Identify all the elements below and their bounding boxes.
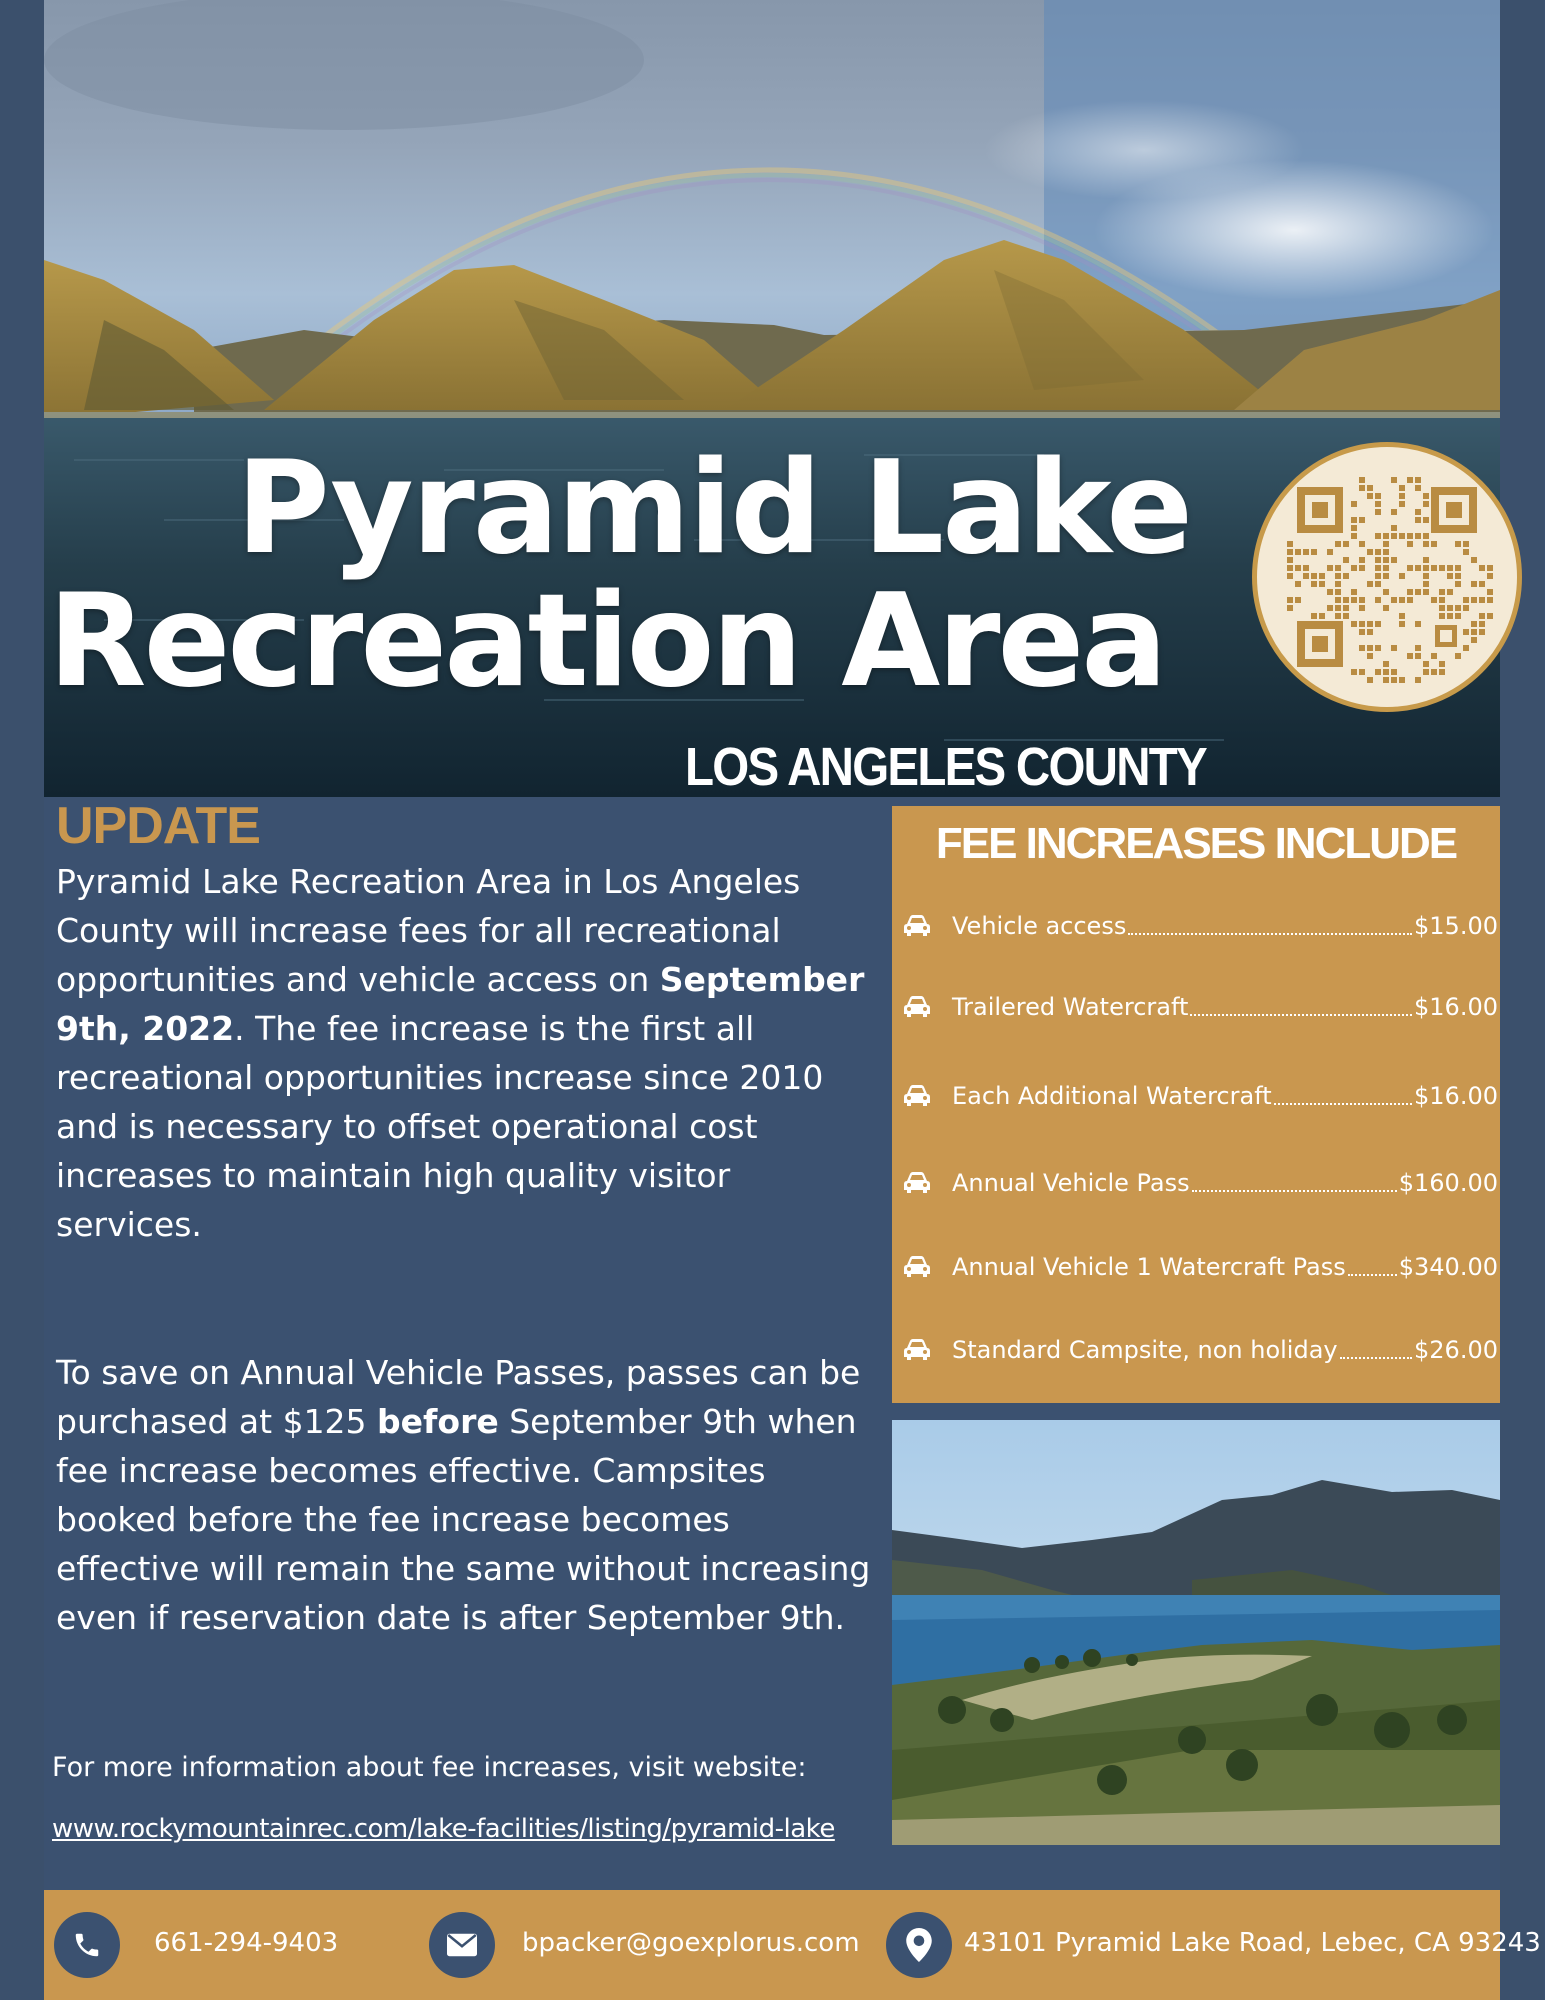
qr-module xyxy=(1303,549,1309,555)
qr-module xyxy=(1327,589,1333,595)
street-address: 43101 Pyramid Lake Road, Lebec, CA 93243 xyxy=(964,1928,1541,1958)
qr-module xyxy=(1415,589,1421,595)
qr-module xyxy=(1335,589,1341,595)
qr-module xyxy=(1327,565,1333,571)
qr-module xyxy=(1383,605,1389,611)
qr-module xyxy=(1367,629,1373,635)
qr-module xyxy=(1447,565,1453,571)
location-button[interactable] xyxy=(886,1912,952,1978)
qr-module xyxy=(1343,573,1349,579)
qr-module xyxy=(1455,653,1461,659)
qr-module xyxy=(1479,629,1485,635)
qr-module xyxy=(1375,573,1381,579)
qr-module xyxy=(1431,669,1437,675)
qr-module xyxy=(1327,549,1333,555)
qr-module xyxy=(1479,565,1485,571)
qr-module xyxy=(1383,669,1389,675)
qr-module xyxy=(1383,533,1389,539)
envelope-icon xyxy=(447,1933,477,1957)
qr-module xyxy=(1423,501,1429,507)
qr-module xyxy=(1359,629,1365,635)
update-paragraph-2 xyxy=(56,1348,876,1642)
qr-module xyxy=(1351,517,1357,523)
car-icon xyxy=(902,1084,932,1108)
qr-module xyxy=(1375,493,1381,499)
qr-module xyxy=(1351,525,1357,531)
qr-module xyxy=(1487,589,1493,595)
qr-module xyxy=(1407,477,1413,483)
qr-module xyxy=(1439,589,1445,595)
qr-module xyxy=(1431,653,1437,659)
qr-module xyxy=(1287,557,1293,563)
qr-module xyxy=(1487,565,1493,571)
qr-module xyxy=(1343,605,1349,611)
qr-module xyxy=(1391,669,1397,675)
qr-module xyxy=(1471,557,1477,563)
qr-module xyxy=(1431,565,1437,571)
para2-text: To save on Annual Vehicle Passes, passes can be purchased at $125 xyxy=(56,1353,861,1441)
qr-module xyxy=(1447,613,1453,619)
fee-price: $16.00 xyxy=(1414,1082,1498,1110)
qr-module xyxy=(1415,677,1421,683)
qr-module xyxy=(1383,589,1389,595)
fee-row xyxy=(902,906,1498,946)
qr-module xyxy=(1415,645,1421,651)
qr-module xyxy=(1471,581,1477,587)
qr-module xyxy=(1423,661,1429,667)
qr-module xyxy=(1399,613,1405,619)
qr-module xyxy=(1351,589,1357,595)
qr-module xyxy=(1287,597,1293,603)
qr-module xyxy=(1407,533,1413,539)
qr-module xyxy=(1399,597,1405,603)
qr-module xyxy=(1375,581,1381,587)
fee-label: Each Additional Watercraft xyxy=(952,1082,1272,1110)
qr-module xyxy=(1359,605,1365,611)
qr-module xyxy=(1351,533,1357,539)
qr-module xyxy=(1407,653,1413,659)
phone-button[interactable] xyxy=(54,1912,120,1978)
car-icon xyxy=(902,1255,932,1279)
qr-module xyxy=(1415,477,1421,483)
qr-module xyxy=(1391,645,1397,651)
qr-module xyxy=(1423,517,1429,523)
qr-module xyxy=(1359,565,1365,571)
qr-module xyxy=(1375,549,1381,555)
qr-module xyxy=(1367,485,1373,491)
fee-box-title: FEE INCREASES INCLUDE xyxy=(935,819,1457,868)
qr-module xyxy=(1455,605,1461,611)
qr-module xyxy=(1319,613,1325,619)
qr-module xyxy=(1423,669,1429,675)
qr-module xyxy=(1367,677,1373,683)
qr-module xyxy=(1439,613,1445,619)
left-border xyxy=(0,0,44,2000)
qr-module xyxy=(1447,589,1453,595)
qr-module xyxy=(1423,493,1429,499)
qr-module xyxy=(1375,645,1381,651)
qr-module xyxy=(1375,621,1381,627)
map-pin-icon xyxy=(906,1928,932,1962)
qr-module xyxy=(1375,509,1381,515)
qr-code-icon xyxy=(1257,447,1517,707)
qr-module xyxy=(1383,549,1389,555)
qr-module xyxy=(1295,565,1301,571)
qr-module xyxy=(1415,509,1421,515)
qr-module xyxy=(1415,533,1421,539)
phone-icon xyxy=(72,1930,102,1960)
qr-module xyxy=(1463,597,1469,603)
qr-module xyxy=(1455,565,1461,571)
qr-module xyxy=(1383,573,1389,579)
qr-module xyxy=(1439,669,1445,675)
fee-leader-dots xyxy=(1190,1014,1412,1016)
qr-module xyxy=(1463,629,1469,635)
qr-module xyxy=(1407,541,1413,547)
qr-module xyxy=(1303,565,1309,571)
qr-module xyxy=(1351,501,1357,507)
fee-label: Annual Vehicle Pass xyxy=(952,1169,1190,1197)
qr-module xyxy=(1287,549,1293,555)
fee-label: Vehicle access xyxy=(952,912,1127,940)
fee-price: $16.00 xyxy=(1414,993,1498,1021)
car-icon xyxy=(902,995,932,1019)
qr-module xyxy=(1431,597,1437,603)
qr-module xyxy=(1367,581,1373,587)
qr-module xyxy=(1351,597,1357,603)
qr-module xyxy=(1399,501,1405,507)
qr-module xyxy=(1367,621,1373,627)
qr-module xyxy=(1335,605,1341,611)
qr-module xyxy=(1351,565,1357,571)
qr-module xyxy=(1359,541,1365,547)
fee-leader-dots xyxy=(1128,933,1412,935)
qr-module xyxy=(1415,653,1421,659)
qr-module xyxy=(1335,573,1341,579)
qr-module xyxy=(1303,573,1309,579)
car-icon xyxy=(902,914,932,938)
qr-module xyxy=(1471,597,1477,603)
qr-module xyxy=(1383,557,1389,563)
qr-module xyxy=(1423,565,1429,571)
qr-module xyxy=(1479,597,1485,603)
qr-module xyxy=(1487,573,1493,579)
fee-leader-dots xyxy=(1192,1190,1397,1192)
qr-module xyxy=(1399,573,1405,579)
fee-price: $160.00 xyxy=(1398,1169,1498,1197)
contact-footer xyxy=(44,1890,1541,2000)
phone-number[interactable]: 661-294-9403 xyxy=(154,1928,339,1958)
update-heading: UPDATE xyxy=(56,797,260,855)
qr-module xyxy=(1343,597,1349,603)
qr-module xyxy=(1319,581,1325,587)
qr-module xyxy=(1359,597,1365,603)
lake-photo xyxy=(892,1420,1500,1845)
qr-module xyxy=(1391,477,1397,483)
qr-module xyxy=(1399,621,1405,627)
qr-module xyxy=(1295,581,1301,587)
qr-module xyxy=(1463,541,1469,547)
qr-module xyxy=(1343,557,1349,563)
qr-module xyxy=(1295,549,1301,555)
fee-label: Standard Campsite, non holiday xyxy=(952,1336,1338,1364)
qr-module xyxy=(1319,573,1325,579)
qr-module xyxy=(1391,525,1397,531)
qr-module xyxy=(1295,597,1301,603)
qr-module xyxy=(1375,669,1381,675)
qr-module xyxy=(1343,541,1349,547)
qr-module xyxy=(1359,557,1365,563)
qr-module xyxy=(1399,485,1405,491)
qr-module xyxy=(1375,597,1381,603)
email-button[interactable] xyxy=(429,1912,495,1978)
qr-module xyxy=(1487,597,1493,603)
qr-module xyxy=(1287,565,1293,571)
qr-module xyxy=(1407,565,1413,571)
qr-module xyxy=(1311,549,1317,555)
qr-module xyxy=(1367,645,1373,651)
qr-module xyxy=(1471,629,1477,635)
qr-module xyxy=(1423,589,1429,595)
qr-module xyxy=(1415,485,1421,491)
qr-code[interactable] xyxy=(1252,442,1522,712)
qr-module xyxy=(1423,533,1429,539)
email-address[interactable]: bpacker@goexplorus.com xyxy=(522,1928,860,1958)
qr-module xyxy=(1455,613,1461,619)
qr-module xyxy=(1399,677,1405,683)
qr-module xyxy=(1479,581,1485,587)
qr-module xyxy=(1359,669,1365,675)
qr-module xyxy=(1471,637,1477,643)
qr-module xyxy=(1455,573,1461,579)
fee-price: $26.00 xyxy=(1414,1336,1498,1364)
qr-module xyxy=(1463,605,1469,611)
qr-module xyxy=(1479,613,1485,619)
qr-module xyxy=(1311,613,1317,619)
fee-label: Trailered Watercraft xyxy=(952,993,1189,1021)
lake-view-image xyxy=(892,1420,1500,1845)
qr-module xyxy=(1391,557,1397,563)
hero-subtitle: LOS ANGELES COUNTY xyxy=(685,737,1207,797)
hero-title-line2: Recreation Area xyxy=(48,567,1165,716)
fee-row xyxy=(902,1247,1498,1287)
qr-module xyxy=(1367,653,1373,659)
qr-module xyxy=(1383,565,1389,571)
qr-module xyxy=(1391,509,1397,515)
fee-price: $15.00 xyxy=(1414,912,1498,940)
fee-leader-dots xyxy=(1274,1103,1412,1105)
fee-label: Annual Vehicle 1 Watercraft Pass xyxy=(952,1253,1346,1281)
qr-module xyxy=(1351,669,1357,675)
qr-module xyxy=(1287,605,1293,611)
qr-module xyxy=(1311,573,1317,579)
fee-row xyxy=(902,1163,1498,1203)
qr-module xyxy=(1351,621,1357,627)
qr-module xyxy=(1391,677,1397,683)
qr-module xyxy=(1407,589,1413,595)
hero-title-line1: Pyramid Lake xyxy=(236,434,1191,583)
qr-module xyxy=(1335,597,1341,603)
qr-module xyxy=(1439,661,1445,667)
qr-module xyxy=(1375,501,1381,507)
qr-module xyxy=(1359,517,1365,523)
qr-module xyxy=(1447,573,1453,579)
para2-bold: before xyxy=(377,1402,499,1441)
para2-text-end: September 9th when fee increase becomes effective. Campsites booked before the fee increase becomes effective will remain the same without increasing even if reservation date is after September 9th. xyxy=(56,1402,871,1637)
qr-module xyxy=(1287,573,1293,579)
qr-module xyxy=(1415,565,1421,571)
update-paragraph-1 xyxy=(56,857,876,1249)
qr-module xyxy=(1447,605,1453,611)
car-icon xyxy=(902,1171,932,1195)
qr-module xyxy=(1423,581,1429,587)
qr-module xyxy=(1439,605,1445,611)
qr-module xyxy=(1327,605,1333,611)
qr-module xyxy=(1311,581,1317,587)
qr-module xyxy=(1479,621,1485,627)
qr-module xyxy=(1391,533,1397,539)
para1-date: September 9th, 2022 xyxy=(56,960,865,1048)
fee-leader-dots xyxy=(1340,1357,1412,1359)
fee-increases-box xyxy=(892,806,1500,1403)
qr-module xyxy=(1335,581,1341,587)
qr-module xyxy=(1367,493,1373,499)
para1-text-end: . The fee increase is the first all recreational opportunities increase since 2010 and is necessary to offset operational cost increases to maintain high quality visitor services. xyxy=(56,1009,824,1244)
qr-module xyxy=(1359,621,1365,627)
qr-module xyxy=(1399,533,1405,539)
qr-module xyxy=(1407,597,1413,603)
qr-module xyxy=(1375,533,1381,539)
qr-module xyxy=(1335,565,1341,571)
qr-module xyxy=(1335,613,1341,619)
qr-module xyxy=(1391,597,1397,603)
fee-price: $340.00 xyxy=(1398,1253,1498,1281)
qr-module xyxy=(1439,565,1445,571)
qr-module xyxy=(1455,581,1461,587)
qr-module xyxy=(1367,549,1373,555)
qr-module xyxy=(1383,661,1389,667)
qr-module xyxy=(1383,541,1389,547)
qr-module xyxy=(1287,541,1293,547)
qr-module xyxy=(1471,621,1477,627)
website-link[interactable]: www.rockymountainrec.com/lake-facilities/listing/pyramid-lake xyxy=(52,1814,835,1844)
qr-module xyxy=(1359,477,1365,483)
fee-leader-dots xyxy=(1348,1274,1397,1276)
qr-module xyxy=(1423,573,1429,579)
hero-banner xyxy=(44,0,1500,797)
qr-module xyxy=(1455,541,1461,547)
para1-text: Pyramid Lake Recreation Area in Los Angeles County will increase fees for all recreational opportunities and vehicle access on xyxy=(56,862,801,999)
qr-module xyxy=(1431,541,1437,547)
fee-row xyxy=(902,1076,1498,1116)
qr-module xyxy=(1463,645,1469,651)
qr-module xyxy=(1423,557,1429,563)
car-icon xyxy=(902,1338,932,1362)
qr-module xyxy=(1375,557,1381,563)
right-border xyxy=(1500,0,1544,2000)
qr-module xyxy=(1439,597,1445,603)
qr-module xyxy=(1423,541,1429,547)
more-info-text: For more information about fee increases, visit website: xyxy=(52,1752,807,1783)
qr-module xyxy=(1335,541,1341,547)
qr-module xyxy=(1487,613,1493,619)
qr-module xyxy=(1415,517,1421,523)
qr-module xyxy=(1359,645,1365,651)
qr-module xyxy=(1343,613,1349,619)
qr-module xyxy=(1463,549,1469,555)
qr-module xyxy=(1359,485,1365,491)
qr-module xyxy=(1383,677,1389,683)
qr-module xyxy=(1375,565,1381,571)
qr-module xyxy=(1399,493,1405,499)
fee-row xyxy=(902,1330,1498,1370)
qr-module xyxy=(1415,621,1421,627)
fee-row xyxy=(902,987,1498,1027)
